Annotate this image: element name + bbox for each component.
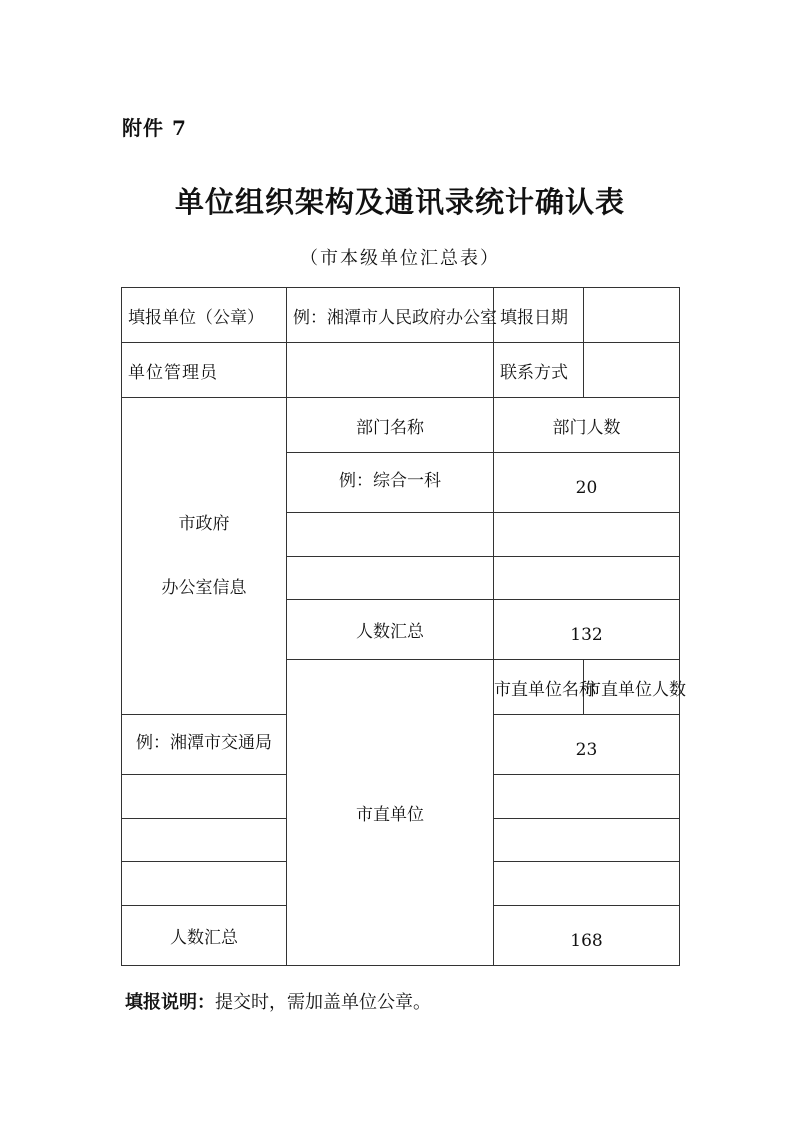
section2-row-count[interactable]: 23 [494,715,680,775]
section1-row-count[interactable] [494,513,680,557]
date-value[interactable] [584,288,680,343]
section1-total-value[interactable]: 132 [494,600,680,660]
page-title: 单位组织架构及通讯录统计确认表 [174,185,625,219]
section1-col-name: 部门名称 [287,398,494,453]
date-label: 填报日期 [494,288,584,343]
section2-total-value[interactable]: 168 [494,906,680,966]
section2-col-count: 市直单位人数 [584,660,680,715]
section1-group-line2: 办公室信息 [161,578,247,598]
section1-row-name[interactable] [287,557,494,600]
admin-label: 单位管理员 [122,343,287,398]
unit-label: 填报单位（公章） [122,288,287,343]
section1-group-cell [122,398,287,715]
contact-value[interactable] [584,343,680,398]
table-row [122,288,680,343]
section1-row-name[interactable] [287,513,494,557]
section2-group-label: 市直单位 [287,660,494,966]
contact-label: 联系方式 [494,343,584,398]
section2-row-count[interactable] [494,862,680,906]
section2-row-count[interactable] [494,819,680,862]
section1-group-line1: 市政府 [178,514,230,534]
table-row [122,398,680,453]
section1-row-name[interactable]: 例：综合一科 [287,453,494,513]
note-label: 填报说明： [125,992,215,1013]
section2-row-count[interactable] [494,775,680,819]
section1-row-count[interactable] [494,557,680,600]
section2-row-name[interactable] [122,775,287,819]
section1-col-count: 部门人数 [494,398,680,453]
section2-row-name[interactable]: 例：湘潭市交通局 [122,715,287,775]
section2-total-label: 人数汇总 [122,906,287,966]
fill-instructions [125,988,431,1014]
section1-row-count[interactable]: 20 [494,453,680,513]
admin-value[interactable] [287,343,494,398]
unit-value[interactable]: 例：湘潭市人民政府办公室 [287,288,494,343]
table-row [122,343,680,398]
section1-total-label: 人数汇总 [287,600,494,660]
note-text: 提交时，需加盖单位公章。 [215,992,431,1013]
section2-row-name[interactable] [122,819,287,862]
page-subtitle: （市本级单位汇总表） [300,248,500,269]
section2-col-name: 市直单位名称 [494,660,584,715]
attachment-number: 附件 7 [122,116,187,140]
section2-row-name[interactable] [122,862,287,906]
confirmation-table [121,287,686,966]
